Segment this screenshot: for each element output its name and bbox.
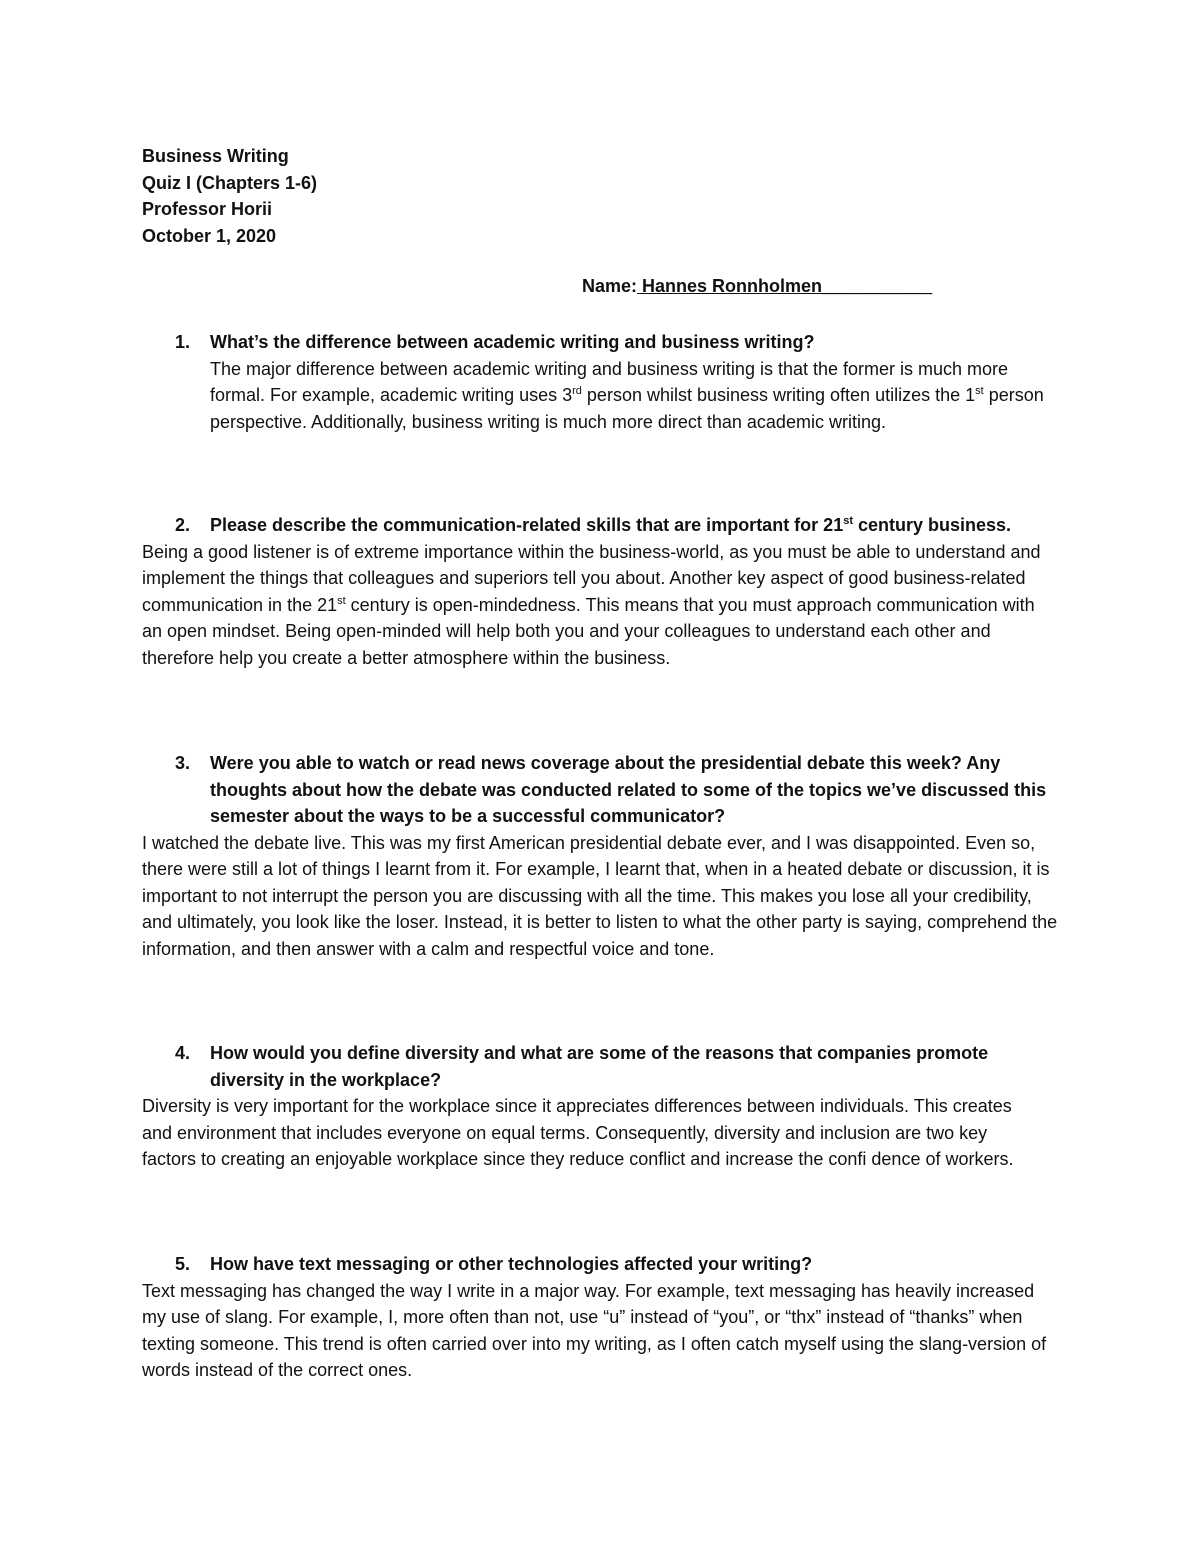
question-3 bbox=[142, 750, 1062, 962]
question-text: How would you define diversity and what are some of the reasons that companies promote diversity in the workplace? bbox=[210, 1043, 989, 1090]
question-text: What’s the difference between academic writing and business writing? bbox=[210, 332, 815, 352]
question-number: 1. bbox=[175, 332, 191, 352]
question-1 bbox=[142, 329, 1062, 435]
student-name: Hannes Ronnholmen___________ bbox=[637, 276, 933, 296]
question-text: How have text messaging or other technologies affected your writing? bbox=[210, 1254, 813, 1274]
question-title bbox=[142, 750, 1062, 830]
answer-text: Text messaging has changed the way I write in a major way. For example, text messaging has heavily increased my use of slang. For example, I, more often than not, use “u” instead of “you”, or “thx” instead of “thanks” when texting someone. This trend is often carried over into my writing, as I often catch myself using the slang-version of words instead of the correct ones. bbox=[142, 1280, 1047, 1380]
question-title bbox=[142, 329, 1062, 356]
question-number: 5. bbox=[175, 1254, 191, 1274]
question-2 bbox=[142, 512, 1067, 671]
student-name-line bbox=[582, 276, 932, 297]
question-text: Were you able to watch or read news coverage about the presidential debate this week? Any thoughts about how the debate was conducted related to some of the topics we’ve discussed this semester about the ways to be a successful communicator? bbox=[210, 753, 1047, 826]
document-date: October 1, 2020 bbox=[142, 225, 277, 246]
document-header bbox=[142, 143, 317, 249]
answer-text: I watched the debate live. This was my first American presidential debate ever, and I was disappointed. Even so, there were still a lot of things I learnt from it. For example, I learnt that, when in a heated debate or discussion, it is important to not interrupt the person you are discussing with all the time. This makes you lose all your credibility, and ultimately, you look like the loser. Instead, it is better to listen to what the other party is saying, comprehend the information, and then answer with a calm and respectful voice and tone. bbox=[142, 832, 1058, 959]
question-5 bbox=[142, 1251, 1062, 1384]
question-text: Please describe the communication-related skills that are important for 21st century business. bbox=[210, 515, 1012, 535]
question-number: 2. bbox=[175, 515, 191, 535]
question-title bbox=[142, 512, 1067, 539]
quiz-title: Quiz I (Chapters 1-6) bbox=[142, 172, 318, 193]
question-number: 4. bbox=[175, 1043, 191, 1063]
answer-text: Diversity is very important for the workplace since it appreciates differences between individuals. This creates and environment that includes everyone on equal terms. Consequently, diversity and inclusion are two key factors to creating an enjoyable workplace since they reduce conflict and increase the confi dence of workers. bbox=[142, 1096, 1014, 1169]
name-blank: ___________ bbox=[822, 276, 933, 296]
question-title bbox=[142, 1040, 1042, 1093]
name-label: Name: bbox=[582, 276, 638, 296]
professor-name: Professor Horii bbox=[142, 199, 273, 219]
answer-text: Being a good listener is of extreme importance within the business-world, as you must be able to understand and implement the things that colleagues and superiors tell you about. Another key aspect of good business-related communication in the 21st century is open-mindedness. This means that you must approach communication with an open mindset. Being open-minded will help both you and your colleagues to understand each other and therefore help you create a better atmosphere within the business. bbox=[142, 541, 1041, 668]
question-4 bbox=[142, 1040, 1042, 1173]
question-number: 3. bbox=[175, 753, 191, 773]
question-title bbox=[142, 1251, 1062, 1278]
course-title: Business Writing bbox=[142, 146, 289, 166]
answer-text: The major difference between academic writing and business writing is that the former is much more formal. For example, academic writing uses 3rd person whilst business writing often utilizes the 1st person perspective. Additionally, business writing is much more direct than academic writing. bbox=[210, 358, 1044, 432]
